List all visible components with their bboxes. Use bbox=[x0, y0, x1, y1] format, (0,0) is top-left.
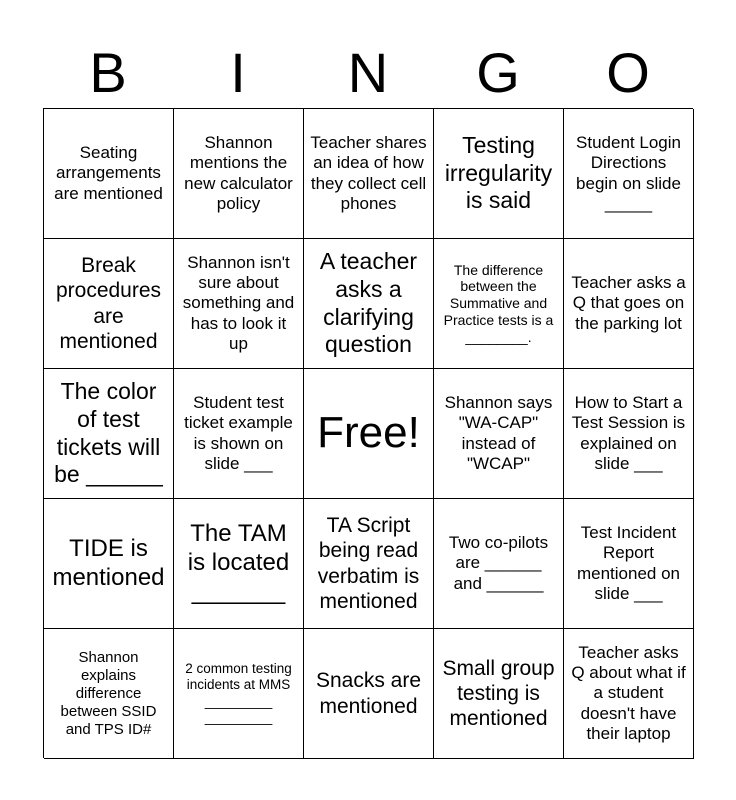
header-letter-i: I bbox=[230, 41, 246, 104]
bingo-cell[interactable]: Testing irregularity is said bbox=[434, 109, 564, 239]
header-letter-b: B bbox=[89, 41, 127, 104]
bingo-cell[interactable]: Student test ticket example is shown on slide ___ bbox=[174, 369, 304, 499]
bingo-cell[interactable]: Teacher asks Q about what if a student doesn't have their laptop bbox=[564, 629, 694, 759]
bingo-board bbox=[43, 108, 693, 758]
bingo-cell[interactable]: Shannon explains difference between SSID and TPS ID# bbox=[44, 629, 174, 759]
header-letter-o: O bbox=[606, 41, 650, 104]
bingo-cell[interactable]: Shannon mentions the new calculator policy bbox=[174, 109, 304, 239]
bingo-cell[interactable]: The difference between the Summative and Practice tests is a ________. bbox=[434, 239, 564, 369]
bingo-cell[interactable]: How to Start a Test Session is explained on slide ___ bbox=[564, 369, 694, 499]
bingo-cell[interactable]: 2 common testing incidents at MMS _________ _________ bbox=[174, 629, 304, 759]
bingo-cell[interactable]: Student Login Directions begin on slide _____ bbox=[564, 109, 694, 239]
header-letter-g: G bbox=[476, 41, 520, 104]
bingo-cell[interactable]: Snacks are mentioned bbox=[304, 629, 434, 759]
bingo-cell[interactable]: TIDE is mentioned bbox=[44, 499, 174, 629]
bingo-cell[interactable]: Test Incident Report mentioned on slide ___ bbox=[564, 499, 694, 629]
bingo-cell[interactable]: Shannon says "WA-CAP" instead of "WCAP" bbox=[434, 369, 564, 499]
bingo-cell[interactable]: Break procedures are mentioned bbox=[44, 239, 174, 369]
bingo-cell[interactable]: Two co-pilots are ______ and ______ bbox=[434, 499, 564, 629]
free-space-cell[interactable]: Free! bbox=[304, 369, 434, 499]
bingo-cell[interactable]: Small group testing is mentioned bbox=[434, 629, 564, 759]
bingo-cell[interactable]: Shannon isn't sure about something and has to look it up bbox=[174, 239, 304, 369]
bingo-cell[interactable]: TA Script being read verbatim is mentioned bbox=[304, 499, 434, 629]
bingo-cell[interactable]: Seating arrangements are mentioned bbox=[44, 109, 174, 239]
bingo-cell[interactable]: Teacher asks a Q that goes on the parking lot bbox=[564, 239, 694, 369]
header-letter-n: N bbox=[347, 41, 389, 104]
bingo-cell[interactable]: The TAM is located _______ bbox=[174, 499, 304, 629]
bingo-cell[interactable]: A teacher asks a clarifying question bbox=[304, 239, 434, 369]
bingo-cell[interactable]: Teacher shares an idea of how they collect cell phones bbox=[304, 109, 434, 239]
bingo-cell[interactable]: The color of test tickets will be ______ bbox=[44, 369, 174, 499]
bingo-header bbox=[43, 38, 693, 108]
